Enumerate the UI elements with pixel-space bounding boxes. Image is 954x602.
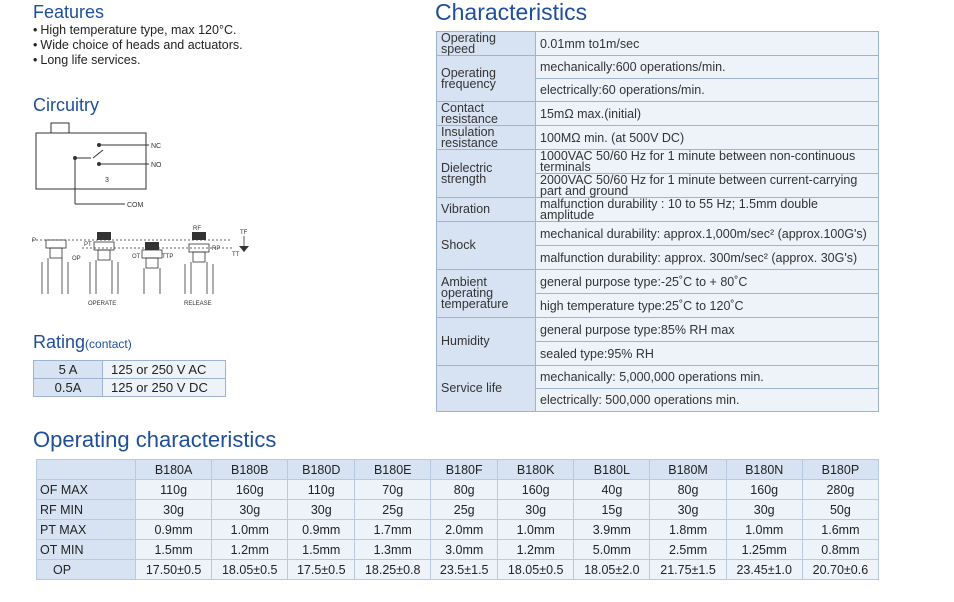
- char-value: mechanically: 5,000,000 operations min.: [536, 366, 879, 389]
- rating-voltage: 125 or 250 V AC: [103, 361, 226, 379]
- model-header: B180M: [650, 460, 726, 480]
- table-cell: 18.05±0.5: [498, 560, 574, 580]
- model-header: B180D: [288, 460, 355, 480]
- table-cell: 1.5mm: [288, 540, 355, 560]
- nc-label: NC: [151, 143, 162, 150]
- table-cell: 30g: [498, 500, 574, 520]
- p-label: P: [32, 238, 37, 244]
- table-row: [34, 379, 226, 397]
- rf-label: RF: [193, 226, 201, 232]
- table-row: [37, 500, 879, 520]
- model-header: B180F: [431, 460, 498, 480]
- table-row: [37, 540, 879, 560]
- table-header-row: [37, 460, 879, 480]
- release-label: RELEASE: [184, 301, 212, 307]
- table-cell: 110g: [288, 480, 355, 500]
- char-value: malfunction durability : 10 to 55 Hz; 1.5mm double amplitude: [536, 198, 879, 222]
- terminal-number: 3: [105, 177, 109, 184]
- table-row: [37, 560, 879, 580]
- rating-current: 5 A: [34, 361, 103, 379]
- char-value: mechanical durability: approx.1,000m/sec² (approx.100G's): [536, 222, 879, 246]
- characteristics-title: Characteristics: [435, 0, 588, 25]
- char-label: Operating frequency: [437, 56, 536, 102]
- ot-label: OT: [132, 254, 141, 260]
- table-cell: 3.9mm: [574, 520, 650, 540]
- feature-item: • Long life services.: [33, 53, 243, 68]
- char-value: 15mΩ max.(initial): [536, 102, 879, 126]
- op-label: OP: [72, 256, 81, 262]
- characteristics-table: [436, 31, 879, 412]
- row-label: OF MAX: [37, 480, 136, 500]
- char-value: high temperature type:25˚C to 120˚C: [536, 294, 879, 318]
- table-cell: 30g: [212, 500, 288, 520]
- operating-table: [36, 459, 879, 580]
- table-cell: 20.70±0.6: [802, 560, 878, 580]
- row-label: PT MAX: [37, 520, 136, 540]
- table-cell: 1.2mm: [498, 540, 574, 560]
- circuit-diagram: [33, 120, 193, 215]
- operating-title: Operating characteristics: [33, 427, 277, 452]
- table-cell: 0.9mm: [136, 520, 212, 540]
- feature-item: • Wide choice of heads and actuators.: [33, 38, 243, 53]
- table-cell: 80g: [431, 480, 498, 500]
- table-cell: 30g: [136, 500, 212, 520]
- char-value: general purpose type:-25˚C to + 80˚C: [536, 270, 879, 294]
- char-label: Contact resistance: [437, 102, 536, 126]
- table-row: [34, 361, 226, 379]
- table-cell: 1.6mm: [802, 520, 878, 540]
- table-cell: 23.45±1.0: [726, 560, 802, 580]
- table-cell: 0.8mm: [802, 540, 878, 560]
- table-cell: 18.05±0.5: [212, 560, 288, 580]
- table-cell: 70g: [355, 480, 431, 500]
- rating-table: [33, 360, 226, 397]
- char-label: Ambient operating temperature: [437, 270, 536, 318]
- model-header: B180L: [574, 460, 650, 480]
- rp-label: RP: [212, 246, 221, 252]
- operate-label: OPERATE: [88, 301, 117, 307]
- table-cell: 80g: [650, 480, 726, 500]
- table-cell: 160g: [498, 480, 574, 500]
- table-cell: 17.50±0.5: [136, 560, 212, 580]
- table-row: [37, 520, 879, 540]
- char-label: Dielectric strength: [437, 150, 536, 198]
- table-cell: 40g: [574, 480, 650, 500]
- operation-diagram: [32, 222, 267, 312]
- table-cell: 1.0mm: [726, 520, 802, 540]
- table-cell: 1.5mm: [136, 540, 212, 560]
- table-cell: 0.9mm: [288, 520, 355, 540]
- model-header: B180E: [355, 460, 431, 480]
- features-title: Features: [33, 2, 105, 22]
- rating-title-main: Rating: [33, 332, 86, 352]
- rating-title: [33, 332, 132, 353]
- of-label: OF: [98, 233, 107, 239]
- model-header: B180K: [498, 460, 574, 480]
- rating-voltage: 125 or 250 V DC: [103, 379, 226, 397]
- ttp-label: TTP: [162, 254, 174, 260]
- model-header: B180P: [802, 460, 878, 480]
- table-cell: 30g: [288, 500, 355, 520]
- circuitry-title: Circuitry: [33, 95, 99, 115]
- table-cell: 2.5mm: [650, 540, 726, 560]
- table-cell: 50g: [802, 500, 878, 520]
- char-label: Shock: [437, 222, 536, 270]
- header-blank: [37, 460, 136, 480]
- tt-label: TT: [232, 252, 240, 258]
- table-cell: 110g: [136, 480, 212, 500]
- table-cell: 1.2mm: [212, 540, 288, 560]
- table-cell: 160g: [212, 480, 288, 500]
- model-header: B180B: [212, 460, 288, 480]
- table-cell: 5.0mm: [574, 540, 650, 560]
- char-value: electrically: 500,000 operations min.: [536, 389, 879, 412]
- table-cell: 25g: [355, 500, 431, 520]
- char-label: Humidity: [437, 318, 536, 366]
- table-cell: 23.5±1.5: [431, 560, 498, 580]
- char-label: Service life: [437, 366, 536, 412]
- char-value: sealed type:95% RH: [536, 342, 879, 366]
- table-cell: 30g: [650, 500, 726, 520]
- row-label: OT MIN: [37, 540, 136, 560]
- char-value: 0.01mm to1m/sec: [536, 32, 879, 56]
- model-header: B180N: [726, 460, 802, 480]
- table-cell: 1.25mm: [726, 540, 802, 560]
- table-cell: 1.7mm: [355, 520, 431, 540]
- rating-current: 0.5A: [34, 379, 103, 397]
- char-value: 2000VAC 50/60 Hz for 1 minute between current-carrying part and ground: [536, 174, 879, 198]
- char-value: 1000VAC 50/60 Hz for 1 minute between non-continuous terminals: [536, 150, 879, 174]
- row-label: RF MIN: [37, 500, 136, 520]
- pt-label: PT: [84, 242, 92, 248]
- char-value: malfunction durability: approx. 300m/sec² (approx. 30G's): [536, 246, 879, 270]
- char-value: electrically:60 operations/min.: [536, 79, 879, 102]
- no-label: NO: [151, 162, 162, 169]
- table-row: [37, 480, 879, 500]
- table-cell: 1.8mm: [650, 520, 726, 540]
- table-cell: 18.05±2.0: [574, 560, 650, 580]
- features-list: [33, 23, 243, 68]
- table-cell: 1.3mm: [355, 540, 431, 560]
- table-cell: 1.0mm: [498, 520, 574, 540]
- table-cell: 21.75±1.5: [650, 560, 726, 580]
- row-label: OP: [37, 560, 136, 580]
- char-label: Insulation resistance: [437, 126, 536, 150]
- com-label: COM: [127, 202, 144, 209]
- char-label: Vibration: [437, 198, 536, 222]
- table-cell: 1.0mm: [212, 520, 288, 540]
- char-label: Operating speed: [437, 32, 536, 56]
- model-header: B180A: [136, 460, 212, 480]
- char-value: 100MΩ min. (at 500V DC): [536, 126, 879, 150]
- tf-label: TF: [240, 230, 248, 236]
- table-cell: 160g: [726, 480, 802, 500]
- rating-title-sub: (contact): [85, 337, 132, 351]
- char-value: mechanically:600 operations/min.: [536, 56, 879, 79]
- table-cell: 3.0mm: [431, 540, 498, 560]
- char-value: general purpose type:85% RH max: [536, 318, 879, 342]
- table-cell: 18.25±0.8: [355, 560, 431, 580]
- table-cell: 17.5±0.5: [288, 560, 355, 580]
- feature-item: • High temperature type, max 120°C.: [33, 23, 243, 38]
- table-cell: 30g: [726, 500, 802, 520]
- table-cell: 15g: [574, 500, 650, 520]
- table-cell: 2.0mm: [431, 520, 498, 540]
- table-cell: 25g: [431, 500, 498, 520]
- table-cell: 280g: [802, 480, 878, 500]
